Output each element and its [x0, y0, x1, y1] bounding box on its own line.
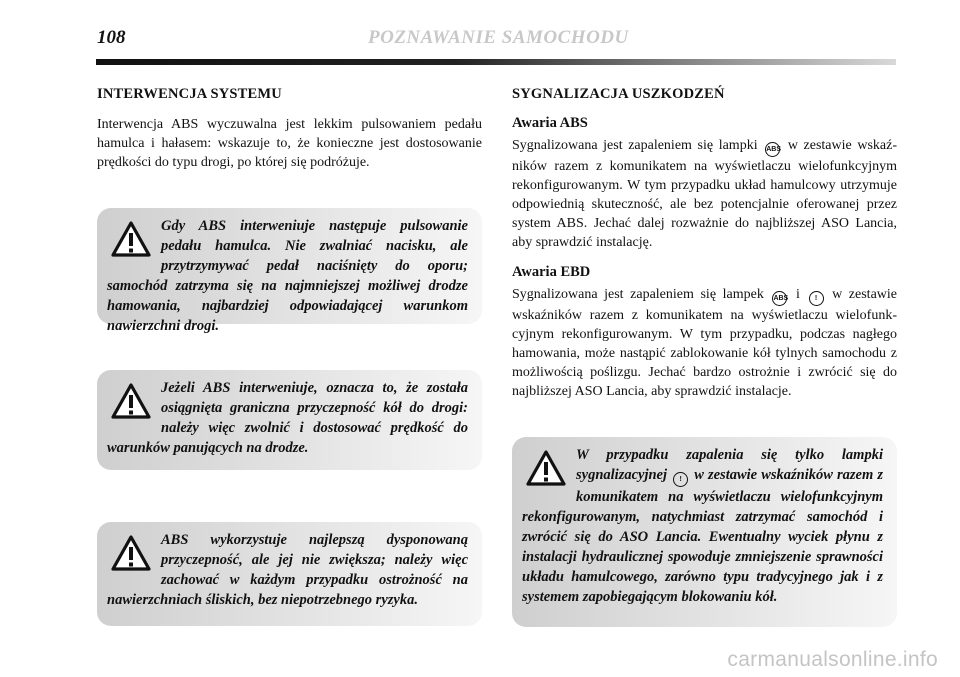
ebd-fault-paragraph: [512, 285, 897, 401]
watermark: carmanualsonline.info: [727, 648, 938, 671]
warning-triangle-icon: [111, 220, 151, 258]
brake-warning-text-start: W przypadku zapalenia się tylko lampki sygnalizacyjnej: [576, 447, 883, 483]
header-rule: [96, 59, 896, 65]
abs-warning-lamp-icon: ABS: [772, 291, 787, 306]
warning-box-slippery-surface: [97, 522, 482, 626]
right-column: [512, 86, 897, 413]
running-title: POZNAWANIE SAMOCHODU: [368, 27, 629, 48]
abs-warning-lamp-icon: ABS: [765, 142, 780, 157]
abs-fault-paragraph: [512, 136, 897, 252]
brake-warning-lamp-icon: !: [673, 472, 688, 487]
brake-warning-lamp-icon: !: [809, 291, 824, 306]
abs-fault-text-end: w zestawie wskaźników razem z komunikatem na wyświetlaczu wielofunkcyjnym rekonfigurowanym. W tym przypadku układ hamulcowy utrzymuje odpowiednią skuteczność, ale bez potencjalnie oferowanej przez system ABS. Jechać dalej rozważnie do najbliższej ASO Lancia, aby sprawdzić instalację.: [512, 138, 897, 250]
section-title-system-intervention: INTERWENCJA SYSTEMU: [97, 86, 282, 102]
warning-text-grip-limit: Jeżeli ABS interweniuje, oznacza to, że została osiągnięta graniczna przyczepność kół do drogi: należy więc zwolnić i dostosować prędkość do warunków panujących na drodze.: [107, 380, 468, 456]
warning-box-pulsing-pedal: [97, 208, 482, 334]
warning-text-pulsing-pedal: Gdy ABS interweniuje następuje pulsowanie pedału hamulca. Nie zwalniać nacisku, ale przytrzymywać pedał naciśnięty do oporu; samochód zatrzyma się na najmniejszej możliwej drodze hamowania, najbardziej odpowiadającej warunkom nawierzchni drogi.: [107, 218, 468, 334]
intro-paragraph: Interwencja ABS wyczuwalna jest lekkim pulsowaniem pedału hamulca i hałasem: wskazuje to, że konieczne jest dostosowanie prędkości do typu drogi, po której się podróżuje.: [97, 117, 482, 170]
page-number: 108: [97, 27, 126, 48]
warning-text-brake-lamp: [522, 445, 883, 607]
brake-warning-text-end: w zestawie wskaźników razem z komunikatem na wyświetlaczu wielofunkcyjnym rekonfigurowanym, natychmiast zatrzymać samochód i zwrócić się do ASO Lancia. Ewentualny wyciek płynu z instalacji hydraulicznej spowoduje zmniejszenie sprawności układu hamulcowego, zarówno typu tradycyjnego jak i z systemem zapobiegającym blokowaniu kół.: [522, 467, 884, 605]
ebd-fault-text-end: w zestawie wskaźników razem z komunikatem na wyświetlaczu wielofunkcyjnym rekonfigurowanym. W tym przypadku, podczas nagłego hamowania, może nastąpić zablokowanie kół tylnych samochodu z możliwością poślizgu. Jechać bardzo ostrożnie i zwrócić się do najbliższej ASO Lancia, aby sprawdzić instalacje.: [512, 287, 898, 399]
abs-fault-text-start: Sygnalizowana jest zapaleniem się lampki: [512, 138, 758, 153]
subheading-ebd-fault: Awaria EBD: [512, 264, 591, 280]
ebd-fault-text-start: Sygnalizowana jest zapaleniem się lampek: [512, 287, 764, 302]
warning-text-slippery-surface: ABS wykorzystuje najlepszą dysponowaną przyczepność, ale jej nie zwiększa; należy więc zachować w każdym przypadku ostrożność na nawierzchniach śliskich, bez niepotrzebnego ryzyka.: [107, 532, 468, 608]
warning-box-grip-limit: [97, 370, 482, 470]
warning-triangle-icon: [111, 382, 151, 420]
section-title-fault-signalling: SYGNALIZACJA USZKODZEŃ: [512, 86, 725, 102]
warning-triangle-icon: [526, 449, 566, 487]
warning-triangle-icon: [111, 534, 151, 572]
left-column: [97, 86, 482, 184]
ebd-fault-conjunction: i: [796, 287, 800, 302]
warning-box-brake-lamp: [512, 437, 897, 627]
subheading-abs-fault: Awaria ABS: [512, 115, 588, 131]
